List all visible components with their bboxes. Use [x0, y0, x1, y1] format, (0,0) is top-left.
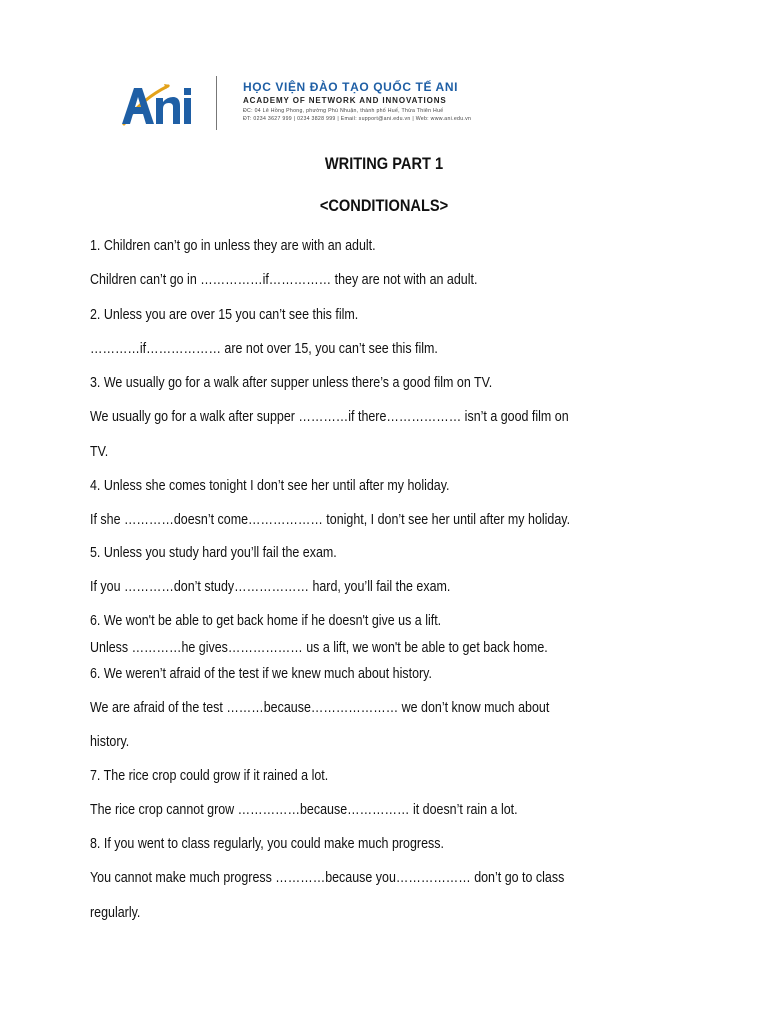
exercise-line: 2. Unless you are over 15 you can’t see this film. [90, 307, 359, 323]
page-subtitle: <CONDITIONALS> [319, 196, 449, 215]
exercise-line: history. [90, 734, 130, 750]
exercise-line: We usually go for a walk after supper …………if there……………… isn’t a good film on [90, 409, 569, 425]
exercise-line: The rice crop cannot grow ……………because…………… it doesn’t rain a lot. [90, 802, 518, 818]
org-address: ĐC: 04 Lê Hồng Phong, phường Phú Nhuận, thành phố Huế, Thừa Thiên Huế [243, 108, 444, 114]
org-name-vn: HỌC VIỆN ĐÀO TẠO QUỐC TẾ ANI [243, 80, 459, 94]
exercise-line: 7. The rice crop could grow if it rained a lot. [90, 768, 329, 784]
org-header [243, 80, 743, 123]
exercise-line: 1. Children can’t go in unless they are with an adult. [90, 238, 376, 254]
exercise-line: 5. Unless you study hard you’ll fail the exam. [90, 545, 337, 561]
exercise-line: If she …………doesn’t come……………… tonight, I don’t see her until after my holiday. [90, 512, 571, 528]
exercise-line: If you …………don’t study……………… hard, you’ll fail the exam. [90, 579, 451, 595]
exercise-line: 8. If you went to class regularly, you could make much progress. [90, 836, 444, 852]
exercise-line: 6. We won't be able to get back home if he doesn't give us a lift. [90, 613, 442, 629]
ani-logo [120, 80, 195, 128]
exercise-line: 6. We weren’t afraid of the test if we knew much about history. [90, 666, 432, 682]
exercise-line: regularly. [90, 905, 141, 921]
exercise-line: You cannot make much progress …………because you……………… don’t go to class [90, 870, 565, 886]
exercise-line: Children can’t go in ……………if…………… they are not with an adult. [90, 272, 478, 288]
header-divider [216, 76, 217, 130]
org-contact: ĐT: 0234 3627 999 | 0234 3828 999 | Email: support@ani.edu.vn | Web: www.ani.edu.vn [243, 116, 472, 122]
exercise-line: Unless …………he gives……………… us a lift, we won't be able to get back home. [90, 640, 548, 656]
exercise-line: 4. Unless she comes tonight I don’t see her until after my holiday. [90, 478, 450, 494]
page-title: WRITING PART 1 [324, 154, 444, 173]
exercise-line: …………if……………… are not over 15, you can’t see this film. [90, 341, 438, 357]
exercise-line: TV. [90, 444, 109, 460]
org-name-en: ACADEMY OF NETWORK AND INNOVATIONS [243, 96, 447, 105]
exercise-line: 3. We usually go for a walk after supper unless there’s a good film on TV. [90, 375, 493, 391]
exercise-line: We are afraid of the test ………because………………… we don’t know much about [90, 700, 550, 716]
